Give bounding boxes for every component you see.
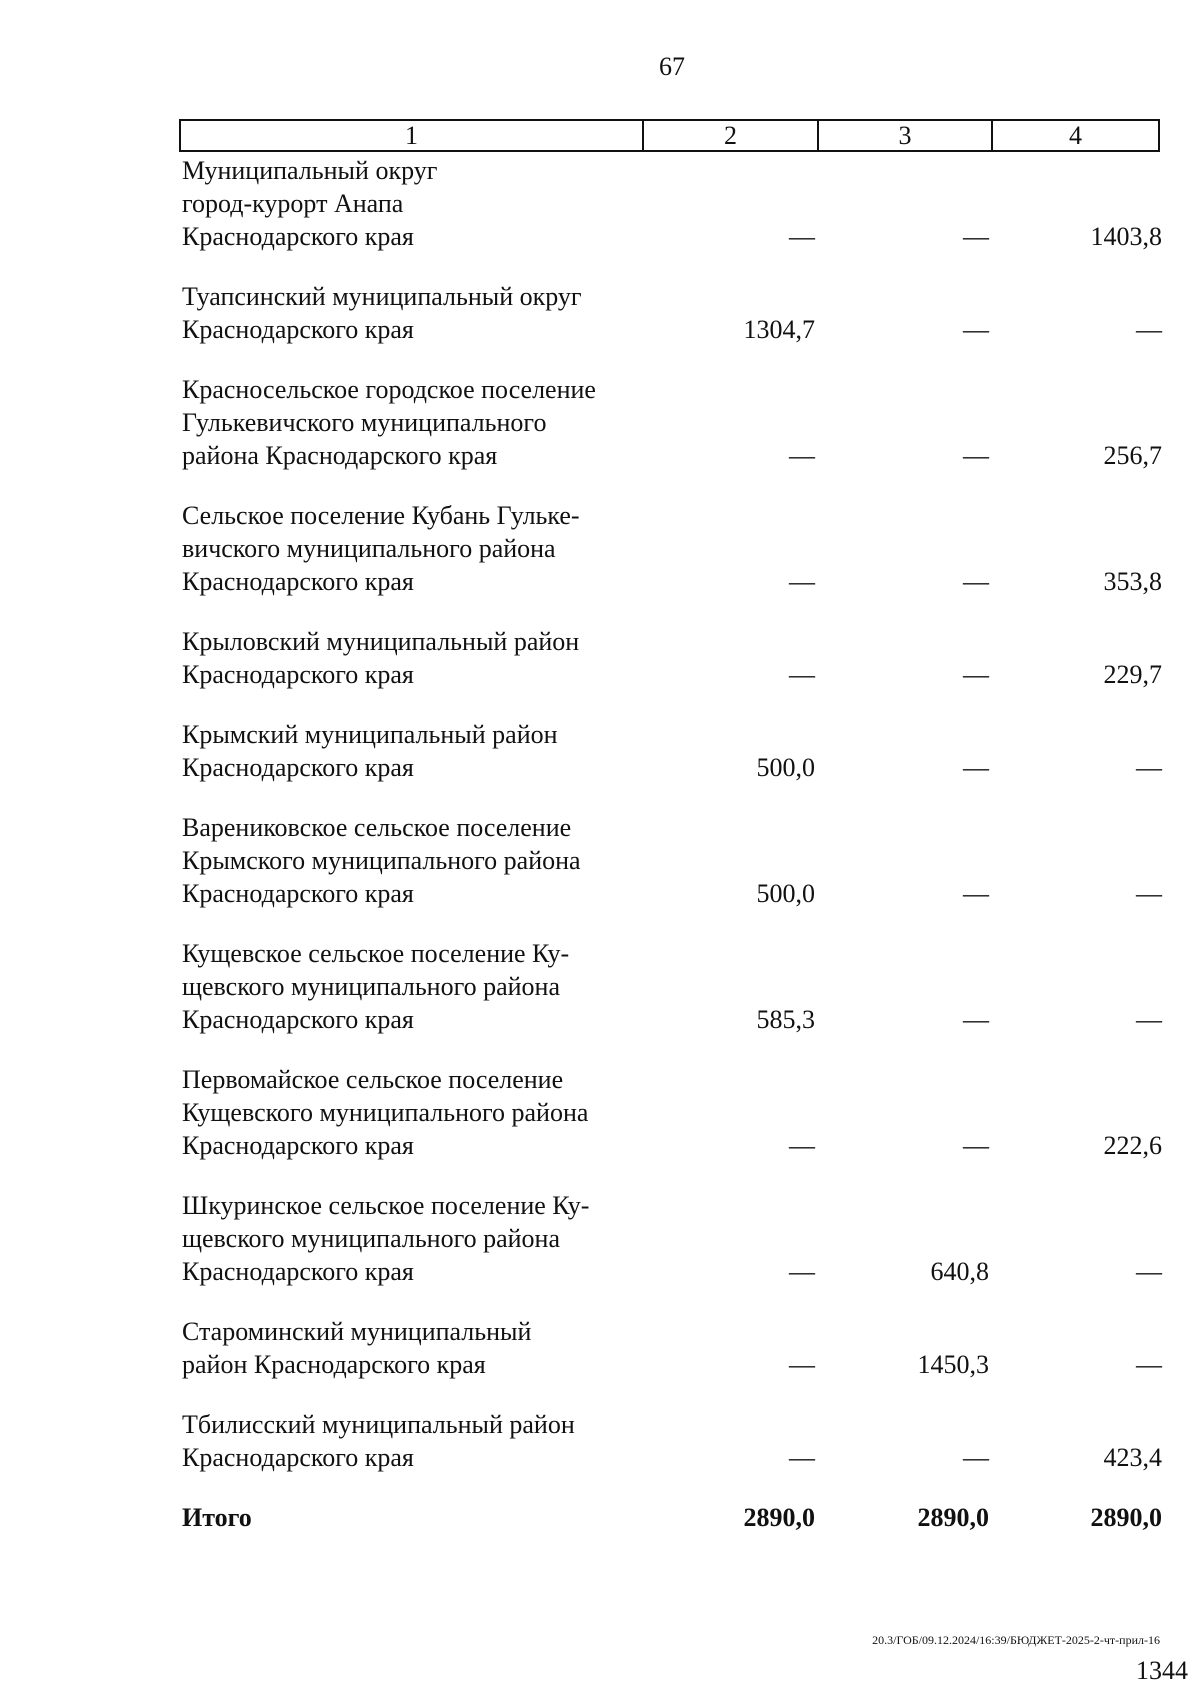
row-value-col2: — bbox=[789, 1350, 815, 1379]
row-value-col4: — bbox=[1136, 1005, 1162, 1034]
row-value-col4: 222,6 bbox=[1103, 1131, 1162, 1160]
table-row bbox=[182, 718, 1162, 784]
table-row bbox=[182, 280, 1162, 346]
row-value-col2: — bbox=[789, 222, 815, 251]
column-header-2: 2 bbox=[642, 121, 817, 151]
column-header-1: 1 bbox=[405, 121, 418, 150]
total-label: Итого bbox=[182, 1503, 252, 1532]
table-row bbox=[182, 154, 1162, 253]
row-value-col2: — bbox=[789, 1257, 815, 1286]
table-row bbox=[182, 1189, 1162, 1288]
row-value-col2: — bbox=[789, 1131, 815, 1160]
total-row bbox=[182, 1501, 1162, 1534]
row-value-col3: — bbox=[963, 315, 989, 344]
table-header bbox=[179, 119, 1160, 152]
row-value-col3: — bbox=[963, 1443, 989, 1472]
footer-page-number: 1344 bbox=[1136, 1656, 1188, 1685]
row-value-col4: — bbox=[1136, 1350, 1162, 1379]
row-value-col2: — bbox=[789, 1443, 815, 1472]
table-row bbox=[182, 373, 1162, 472]
row-value-col4: 229,7 bbox=[1103, 660, 1162, 689]
row-value-col2: — bbox=[789, 567, 815, 596]
table-row bbox=[182, 499, 1162, 598]
row-value-col4: — bbox=[1136, 879, 1162, 908]
row-value-col2: 585,3 bbox=[756, 1005, 815, 1034]
table-row bbox=[182, 1063, 1162, 1162]
row-value-col2: 500,0 bbox=[756, 753, 815, 782]
row-value-col2: — bbox=[789, 441, 815, 470]
row-name: Первомайское сельское поселение Кущевского муниципального района Краснодарского края bbox=[182, 1065, 589, 1160]
table-row bbox=[182, 1315, 1162, 1381]
row-value-col3: — bbox=[963, 1131, 989, 1160]
row-value-col2: — bbox=[789, 660, 815, 689]
column-header-4: 4 bbox=[991, 121, 1158, 151]
row-name: Староминский муниципальный район Краснодарского края bbox=[182, 1317, 532, 1379]
row-name: Муниципальный округ город-курорт Анапа Краснодарского края bbox=[182, 156, 438, 251]
row-value-col2: 500,0 bbox=[756, 879, 815, 908]
row-name: Шкуринское сельское поселение Ку- щевского муниципального района Краснодарского края bbox=[182, 1191, 590, 1286]
row-value-col3: — bbox=[963, 879, 989, 908]
total-value-col2: 2890,0 bbox=[743, 1503, 815, 1532]
row-value-col3: — bbox=[963, 441, 989, 470]
document-code: 20.3/ГОБ/09.12.2024/16:39/БЮДЖЕТ-2025-2-чт-прил-16 bbox=[872, 1633, 1160, 1647]
table-row bbox=[182, 1408, 1162, 1474]
row-value-col3: — bbox=[963, 1005, 989, 1034]
row-name: Туапсинский муниципальный округ Краснодарского края bbox=[182, 282, 582, 344]
row-value-col2: 1304,7 bbox=[743, 315, 815, 344]
page-number: 67 bbox=[659, 52, 685, 81]
table-row bbox=[182, 937, 1162, 1036]
total-value-col3: 2890,0 bbox=[917, 1503, 989, 1532]
table-row bbox=[182, 811, 1162, 910]
row-name: Крыловский муниципальный район Краснодарского края bbox=[182, 627, 580, 689]
column-header-3: 3 bbox=[817, 121, 991, 151]
row-value-col3: — bbox=[963, 660, 989, 689]
row-value-col4: 423,4 bbox=[1103, 1443, 1162, 1472]
row-value-col4: — bbox=[1136, 1257, 1162, 1286]
row-value-col4: — bbox=[1136, 753, 1162, 782]
row-value-col3: — bbox=[963, 567, 989, 596]
row-name: Кущевское сельское поселение Ку- щевского муниципального района Краснодарского края bbox=[182, 939, 570, 1034]
row-name: Сельское поселение Кубань Гульке- вичского муниципального района Краснодарского края bbox=[182, 501, 580, 596]
row-name: Крымский муниципальный район Краснодарского края bbox=[182, 720, 558, 782]
row-value-col4: — bbox=[1136, 315, 1162, 344]
row-value-col4: 1403,8 bbox=[1090, 222, 1162, 251]
row-value-col3: — bbox=[963, 222, 989, 251]
row-name: Тбилисский муниципальный район Краснодарского края bbox=[182, 1410, 575, 1472]
row-value-col4: 353,8 bbox=[1103, 567, 1162, 596]
row-name: Красносельское городское поселение Гулькевичского муниципального района Краснодарского края bbox=[182, 375, 596, 470]
row-name: Варениковское сельское поселение Крымского муниципального района Краснодарского края bbox=[182, 813, 581, 908]
row-value-col3: — bbox=[963, 753, 989, 782]
row-value-col4: 256,7 bbox=[1103, 441, 1162, 470]
total-value-col4: 2890,0 bbox=[1090, 1503, 1162, 1532]
table-body bbox=[182, 154, 1162, 1561]
row-value-col3: 640,8 bbox=[930, 1257, 989, 1286]
table-row bbox=[182, 625, 1162, 691]
row-value-col3: 1450,3 bbox=[917, 1350, 989, 1379]
